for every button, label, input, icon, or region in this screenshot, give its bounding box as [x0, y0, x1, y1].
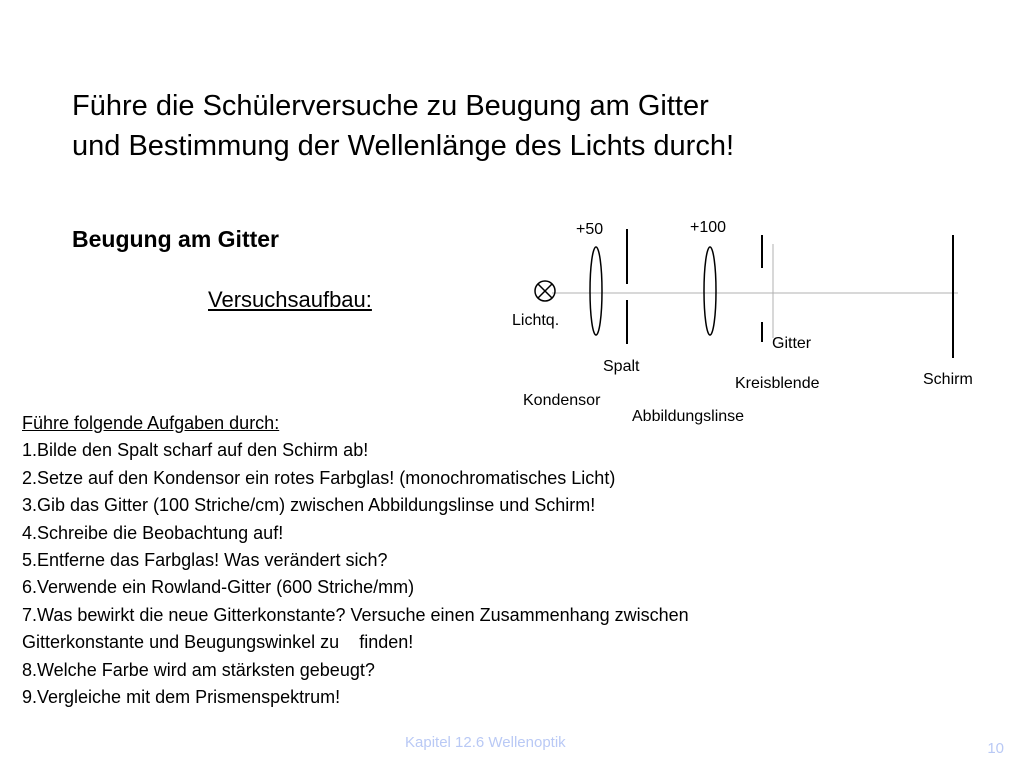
task-items [22, 437, 689, 711]
section-heading: Beugung am Gitter [72, 226, 280, 252]
condenser-lens [590, 247, 602, 335]
task-item: 7.Was bewirkt die neue Gitterkonstante? Versuche einen Zusammenhang zwischen [22, 604, 689, 625]
task-item: 8.Welche Farbe wird am stärksten gebeugt? [22, 659, 375, 680]
setup-label: Versuchsaufbau: [208, 287, 372, 312]
task-list [22, 410, 689, 711]
condenser-label: Kondensor [523, 392, 601, 409]
task-item: 9.Vergleiche mit dem Prismenspektrum! [22, 687, 341, 708]
task-item: 2.Setze auf den Kondensor ein rotes Farbglas! (monochromatisches Licht) [22, 467, 616, 488]
task-item: 1.Bilde den Spalt scharf auf den Schirm ab! [22, 440, 369, 461]
slide-title-line-2: und Bestimmung der Wellenlänge des Lichts durch! [72, 130, 735, 162]
iris-label: Kreisblende [735, 375, 820, 392]
light-source-icon [535, 281, 555, 301]
slit-label: Spalt [603, 358, 640, 375]
grating-label: Gitter [772, 335, 812, 352]
light-source-label: Lichtq. [512, 312, 560, 329]
footer-chapter: Kapitel 12.6 Wellenoptik [405, 734, 566, 751]
screen-label: Schirm [923, 371, 973, 388]
task-item: 6.Verwende ein Rowland-Gitter (600 Striche/mm) [22, 577, 415, 598]
imaging-lens [704, 247, 716, 335]
page-number: 10 [987, 740, 1004, 757]
task-item: 3.Gib das Gitter (100 Striche/cm) zwischen Abbildungslinse und Schirm! [22, 495, 596, 516]
task-item: 5.Entferne das Farbglas! Was verändert sich? [22, 550, 388, 571]
slide-title-line-1: Führe die Schülerversuche zu Beugung am Gitter [72, 90, 709, 122]
task-item: Gitterkonstante und Beugungswinkel zu finden! [22, 632, 414, 653]
task-list-heading: Führe folgende Aufgaben durch: [22, 413, 280, 433]
condenser-power-label: +50 [576, 221, 604, 238]
imaging-lens-power-label: +100 [690, 219, 727, 236]
task-item: 4.Schreibe die Beobachtung auf! [22, 522, 284, 543]
imaging-lens-label: Abbildungslinse [632, 408, 745, 425]
